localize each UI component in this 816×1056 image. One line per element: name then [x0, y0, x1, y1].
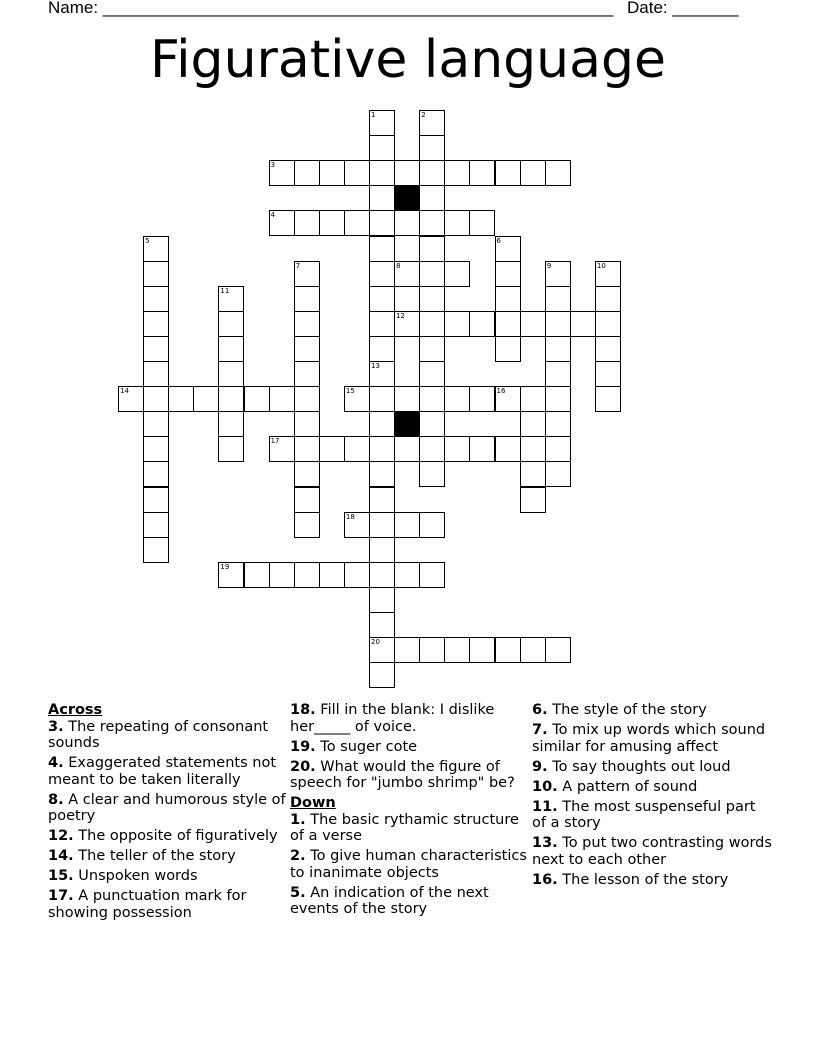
- clue-number: 13.: [532, 835, 558, 851]
- grid-cell[interactable]: [143, 336, 169, 362]
- date-field-label: Date: _______: [627, 0, 739, 17]
- grid-cell[interactable]: [469, 311, 495, 337]
- clue-number: 11.: [532, 798, 558, 815]
- grid-cell[interactable]: [444, 386, 470, 412]
- clue-number-label: 19: [220, 562, 230, 571]
- grid-cell[interactable]: [143, 512, 169, 538]
- blocked-cell: [394, 411, 420, 437]
- clue-text: What would the figure of speech for "jumbo shrimp" be?: [290, 758, 515, 791]
- grid-cell[interactable]: [369, 587, 395, 613]
- grid-cell[interactable]: [545, 411, 571, 437]
- grid-cell[interactable]: [143, 436, 169, 462]
- grid-cell[interactable]: [495, 436, 521, 462]
- grid-cell[interactable]: [168, 386, 194, 412]
- clue-text: The opposite of figuratively: [78, 828, 278, 844]
- clue-across-4: [48, 755, 288, 788]
- grid-cell[interactable]: [419, 336, 445, 362]
- clue-text: The basic rythamic structure of a verse: [290, 811, 519, 844]
- grid-cell[interactable]: [269, 210, 295, 236]
- clue-text: A punctuation mark for showing possession: [48, 888, 247, 921]
- grid-cell[interactable]: [369, 562, 395, 588]
- grid-cell[interactable]: [369, 110, 395, 136]
- clue-number: 4.: [48, 755, 64, 771]
- grid-cell[interactable]: [444, 311, 470, 337]
- clue-across-18: [290, 702, 530, 735]
- clue-down-2: [290, 848, 530, 881]
- grid-cell[interactable]: [369, 512, 395, 538]
- clue-across-12: [48, 828, 288, 845]
- grid-cell[interactable]: [294, 160, 320, 186]
- clue-text: To put two contrasting words next to each other: [532, 835, 772, 868]
- clue-text: The teller of the story: [78, 848, 236, 864]
- grid-cell[interactable]: [294, 562, 320, 588]
- clue-number-label: 14: [120, 387, 129, 396]
- grid-cell[interactable]: [143, 361, 169, 387]
- grid-cell[interactable]: [218, 411, 244, 437]
- grid-cell[interactable]: [143, 386, 169, 412]
- grid-cell[interactable]: [419, 110, 445, 136]
- grid-cell[interactable]: [369, 612, 395, 638]
- grid-cell[interactable]: [394, 386, 420, 412]
- grid-cell[interactable]: [218, 311, 244, 337]
- grid-cell[interactable]: [444, 160, 470, 186]
- grid-cell[interactable]: [520, 411, 546, 437]
- grid-cell[interactable]: [520, 311, 546, 337]
- grid-cell[interactable]: [469, 210, 495, 236]
- grid-cell[interactable]: [520, 386, 546, 412]
- grid-cell[interactable]: [218, 386, 244, 412]
- grid-cell[interactable]: [419, 637, 445, 663]
- grid-cell[interactable]: [495, 286, 521, 312]
- clue-number: 12.: [48, 828, 74, 844]
- clue-text: A clear and humorous style of poetry: [48, 791, 286, 824]
- grid-cell[interactable]: [595, 286, 621, 312]
- clue-number-label: 8: [396, 261, 401, 270]
- clue-number: 17.: [48, 888, 74, 904]
- grid-cell[interactable]: [294, 512, 320, 538]
- clue-number-label: 1: [371, 111, 376, 119]
- grid-cell[interactable]: [143, 537, 169, 563]
- grid-cell[interactable]: [520, 436, 546, 462]
- clue-number-label: 3: [270, 161, 276, 170]
- clue-number-label: 2: [421, 111, 426, 119]
- grid-cell[interactable]: [244, 562, 270, 588]
- grid-cell[interactable]: [218, 436, 244, 462]
- clue-number: 16.: [532, 871, 558, 888]
- clue-number: 1.: [290, 811, 306, 828]
- grid-cell[interactable]: [369, 411, 395, 437]
- clue-text: Fill in the blank: I dislike her_____ of voice.: [290, 702, 495, 735]
- grid-cell[interactable]: [218, 336, 244, 362]
- clue-across-15: [48, 868, 288, 885]
- clue-across-8: [48, 792, 288, 825]
- grid-cell[interactable]: [319, 160, 345, 186]
- clue-column-1: [48, 702, 288, 925]
- grid-cell[interactable]: [419, 386, 445, 412]
- clue-number-label: 5: [145, 236, 150, 245]
- grid-cell[interactable]: [595, 261, 621, 287]
- clue-across-14: [48, 848, 288, 865]
- across-heading: Across: [48, 702, 103, 718]
- clue-down-10: [532, 779, 772, 796]
- grid-cell[interactable]: [294, 436, 320, 462]
- grid-cell[interactable]: [419, 562, 445, 588]
- clue-number: 7.: [532, 722, 548, 738]
- grid-cell[interactable]: [520, 461, 546, 487]
- grid-cell[interactable]: [369, 236, 395, 262]
- grid-cell[interactable]: [269, 160, 295, 186]
- grid-cell[interactable]: [394, 160, 420, 186]
- grid-cell[interactable]: [294, 487, 320, 513]
- grid-cell[interactable]: [394, 261, 420, 287]
- grid-cell[interactable]: [394, 436, 420, 462]
- name-field-label: Name: ______________________________________________________: [48, 0, 614, 17]
- clue-across-17: [48, 888, 288, 921]
- grid-cell[interactable]: [143, 411, 169, 437]
- grid-cell[interactable]: [495, 336, 521, 362]
- clue-down-9: [532, 759, 772, 776]
- grid-cell[interactable]: [545, 336, 571, 362]
- grid-cell[interactable]: [143, 261, 169, 287]
- grid-cell[interactable]: [269, 386, 295, 412]
- grid-cell[interactable]: [520, 160, 546, 186]
- grid-cell[interactable]: [545, 436, 571, 462]
- clue-text: To say thoughts out loud: [552, 758, 731, 775]
- grid-cell[interactable]: [294, 336, 320, 362]
- grid-cell[interactable]: [369, 311, 395, 337]
- grid-cell[interactable]: [344, 160, 370, 186]
- grid-cell[interactable]: [369, 336, 395, 362]
- clue-text: The style of the story: [552, 702, 707, 718]
- grid-cell[interactable]: [143, 487, 169, 513]
- down-heading: Down: [290, 795, 336, 811]
- grid-cell[interactable]: [369, 637, 395, 663]
- grid-cell[interactable]: [419, 135, 445, 161]
- grid-cell[interactable]: [545, 461, 571, 487]
- grid-cell[interactable]: [294, 361, 320, 387]
- grid-cell[interactable]: [369, 160, 395, 186]
- clue-number-label: 9: [546, 261, 552, 270]
- grid-cell[interactable]: [143, 236, 169, 262]
- grid-cell[interactable]: [244, 386, 270, 412]
- grid-cell[interactable]: [394, 562, 420, 588]
- grid-cell[interactable]: [419, 411, 445, 437]
- grid-cell[interactable]: [319, 436, 345, 462]
- grid-cell[interactable]: [294, 386, 320, 412]
- clue-text: Exaggerated statements not meant to be taken literally: [48, 755, 277, 788]
- grid-cell[interactable]: [269, 436, 295, 462]
- clue-number-label: 15: [345, 387, 355, 396]
- grid-cell[interactable]: [469, 160, 495, 186]
- grid-cell[interactable]: [419, 512, 445, 538]
- grid-cell[interactable]: [218, 361, 244, 387]
- grid-cell[interactable]: [369, 461, 395, 487]
- grid-cell[interactable]: [394, 210, 420, 236]
- grid-cell[interactable]: [444, 210, 470, 236]
- clue-text: To give human characteristics to inanimate objects: [290, 848, 527, 881]
- clue-text: The most suspenseful part of a story: [532, 798, 756, 831]
- grid-cell[interactable]: [344, 512, 370, 538]
- clue-text: To mix up words which sound similar for amusing affect: [532, 722, 766, 755]
- grid-cell[interactable]: [294, 311, 320, 337]
- grid-cell[interactable]: [495, 236, 521, 262]
- grid-cell[interactable]: [143, 311, 169, 337]
- grid-cell[interactable]: [344, 436, 370, 462]
- grid-cell[interactable]: [419, 461, 445, 487]
- grid-cell[interactable]: [369, 361, 395, 387]
- grid-cell[interactable]: [369, 436, 395, 462]
- grid-cell[interactable]: [344, 210, 370, 236]
- clue-text: An indication of the next events of the story: [290, 884, 489, 917]
- clue-number: 18.: [290, 702, 316, 718]
- grid-cell[interactable]: [394, 512, 420, 538]
- grid-cell[interactable]: [344, 386, 370, 412]
- clue-number-label: 6: [496, 236, 501, 245]
- grid-cell[interactable]: [444, 436, 470, 462]
- clue-number-label: 13: [371, 362, 380, 370]
- clue-number: 5.: [290, 884, 306, 901]
- grid-cell[interactable]: [369, 185, 395, 211]
- clue-number: 8.: [48, 791, 64, 808]
- grid-cell[interactable]: [369, 662, 395, 688]
- clue-text: The repeating of consonant sounds: [48, 718, 269, 751]
- grid-cell[interactable]: [319, 562, 345, 588]
- grid-cell[interactable]: [545, 361, 571, 387]
- clue-across-19: [290, 739, 530, 756]
- grid-cell[interactable]: [369, 210, 395, 236]
- clue-down-13: [532, 835, 772, 868]
- grid-cell[interactable]: [570, 311, 596, 337]
- clue-number: 3.: [48, 718, 64, 735]
- grid-cell[interactable]: [444, 637, 470, 663]
- grid-cell[interactable]: [469, 386, 495, 412]
- clue-down-5: [290, 885, 530, 918]
- clue-down-16: [532, 872, 772, 889]
- grid-cell[interactable]: [545, 160, 571, 186]
- grid-cell[interactable]: [595, 336, 621, 362]
- grid-cell[interactable]: [294, 411, 320, 437]
- grid-cell[interactable]: [595, 361, 621, 387]
- grid-cell[interactable]: [520, 487, 546, 513]
- grid-cell[interactable]: [419, 436, 445, 462]
- clue-number: 14.: [48, 848, 74, 864]
- clue-number-label: 16: [496, 387, 506, 396]
- grid-cell[interactable]: [545, 311, 571, 337]
- grid-cell[interactable]: [369, 487, 395, 513]
- grid-cell[interactable]: [394, 637, 420, 663]
- grid-cell[interactable]: [495, 311, 521, 337]
- grid-cell[interactable]: [545, 386, 571, 412]
- grid-cell[interactable]: [344, 562, 370, 588]
- grid-cell[interactable]: [545, 637, 571, 663]
- page-title: Figurative language: [149, 30, 666, 90]
- clue-text: A pattern of sound: [562, 778, 698, 795]
- grid-cell[interactable]: [545, 286, 571, 312]
- clue-number-label: 4: [270, 211, 276, 220]
- clue-text: To suger cote: [320, 738, 418, 755]
- grid-cell[interactable]: [193, 386, 219, 412]
- grid-cell[interactable]: [419, 261, 445, 287]
- grid-cell[interactable]: [595, 386, 621, 412]
- grid-cell[interactable]: [294, 461, 320, 487]
- clue-across-3: [48, 719, 288, 752]
- grid-cell[interactable]: [419, 185, 445, 211]
- clue-column-2: [290, 702, 530, 921]
- grid-cell[interactable]: [520, 637, 546, 663]
- grid-cell[interactable]: [369, 286, 395, 312]
- grid-cell[interactable]: [495, 160, 521, 186]
- grid-cell[interactable]: [419, 361, 445, 387]
- clue-number-label: 10: [596, 261, 606, 270]
- clue-text: The lesson of the story: [562, 871, 729, 888]
- grid-cell[interactable]: [444, 261, 470, 287]
- grid-cell[interactable]: [394, 311, 420, 337]
- clue-number: 20.: [290, 758, 316, 775]
- grid-cell[interactable]: [469, 637, 495, 663]
- grid-cell[interactable]: [419, 286, 445, 312]
- clue-down-6: [532, 702, 772, 719]
- clue-down-11: [532, 799, 772, 832]
- grid-cell[interactable]: [369, 135, 395, 161]
- grid-cell[interactable]: [369, 386, 395, 412]
- grid-cell[interactable]: [419, 311, 445, 337]
- grid-cell[interactable]: [419, 236, 445, 262]
- grid-cell[interactable]: [143, 461, 169, 487]
- grid-cell[interactable]: [218, 286, 244, 312]
- grid-cell[interactable]: [319, 210, 345, 236]
- grid-cell[interactable]: [369, 537, 395, 563]
- grid-cell[interactable]: [143, 286, 169, 312]
- clue-across-20: [290, 759, 530, 792]
- clue-number-label: 17: [270, 437, 280, 446]
- clue-down-1: [290, 812, 530, 845]
- grid-cell[interactable]: [294, 286, 320, 312]
- clue-number: 6.: [532, 702, 548, 718]
- clue-number: 9.: [532, 758, 548, 775]
- clue-number-label: 7: [295, 261, 301, 270]
- grid-cell[interactable]: [419, 210, 445, 236]
- grid-cell[interactable]: [495, 637, 521, 663]
- grid-cell[interactable]: [545, 261, 571, 287]
- clue-number: 19.: [290, 738, 316, 755]
- clue-number: 2.: [290, 848, 306, 864]
- clue-number: 15.: [48, 868, 74, 884]
- clue-column-3: [532, 702, 772, 892]
- clue-text: Unspoken words: [78, 868, 198, 884]
- grid-cell[interactable]: [419, 160, 445, 186]
- grid-cell[interactable]: [469, 436, 495, 462]
- grid-cell[interactable]: [595, 311, 621, 337]
- grid-cell[interactable]: [269, 562, 295, 588]
- blocked-cell: [394, 185, 420, 211]
- grid-cell[interactable]: [218, 562, 244, 588]
- grid-cell[interactable]: [118, 386, 144, 412]
- clue-number-label: 11: [220, 286, 230, 295]
- grid-cell[interactable]: [294, 210, 320, 236]
- grid-cell[interactable]: [495, 261, 521, 287]
- clue-number-label: 12: [396, 311, 406, 320]
- clue-number-label: 18: [345, 512, 355, 521]
- grid-cell[interactable]: [369, 261, 395, 287]
- clue-number-label: 20: [371, 638, 380, 647]
- clue-down-7: [532, 722, 772, 755]
- clue-number: 10.: [532, 778, 558, 795]
- grid-cell[interactable]: [294, 261, 320, 287]
- grid-cell[interactable]: [495, 386, 521, 412]
